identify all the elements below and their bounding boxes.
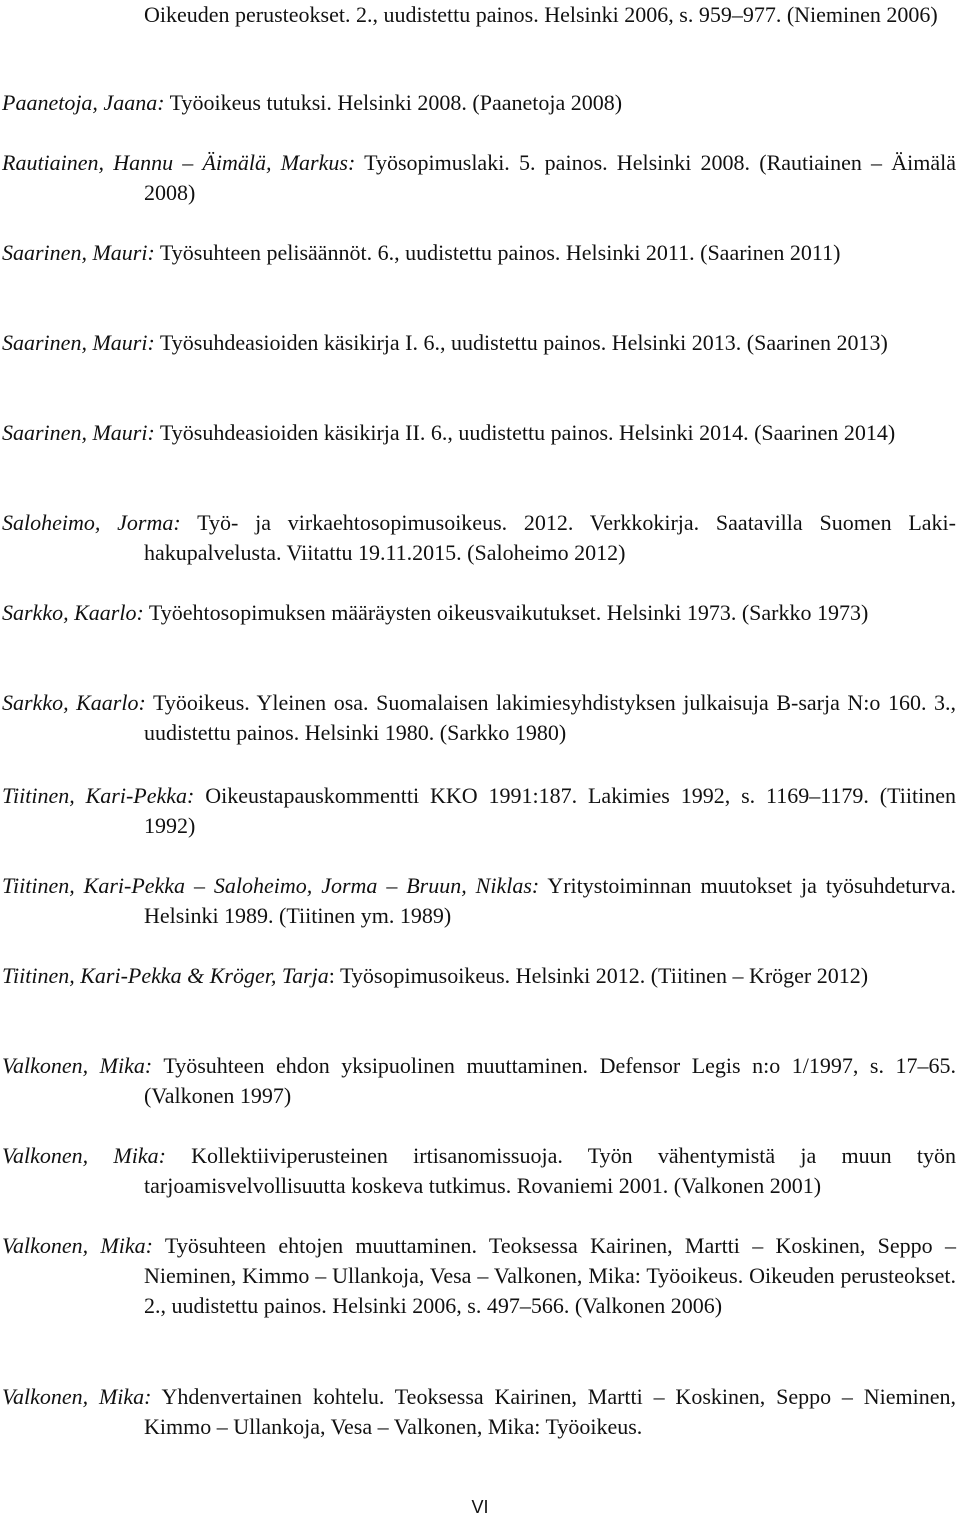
reference-entry [2, 148, 956, 208]
page-number: VI [471, 1497, 489, 1517]
reference-entry [2, 418, 956, 448]
reference-entry [2, 238, 956, 268]
reference-entry [2, 1141, 956, 1201]
reference-text: Kollektiiviperusteinen irtisanomissuoja. Työn vähentymistä ja muun työn tarjoamisvelvollisuutta koskeva tutkimus. Rovaniemi 2001. (Valkonen 2001) [144, 1143, 957, 1198]
reference-text: Yritystoiminnan muutokset ja työsuhdeturva. Helsinki 1989. (Tiitinen ym. 1989) [144, 873, 956, 928]
reference-author: Saarinen, Mauri: [2, 330, 155, 355]
reference-text: Työsuhteen ehtojen muuttaminen. Teoksessa Kairinen, Martti – Koskinen, Seppo – Nieminen, Kimmo – Ullankoja, Vesa – Valkonen, Mika: Työoikeus. Oikeuden perusteokset. 2., uudistettu painos. Helsinki 2006, s. 497–566. (Valkonen 2006) [144, 1233, 957, 1318]
reference-entry [2, 1382, 956, 1442]
reference-entry [2, 0, 956, 30]
reference-author: Valkonen, Mika: [2, 1053, 153, 1078]
reference-text: Työoikeus tutuksi. Helsinki 2008. (Paanetoja 2008) [164, 90, 623, 115]
reference-text: Työ- ja virkaehtosopimusoikeus. 2012. Verkkokirja. Saatavilla Suomen Laki-hakupalvelusta. Viitattu 19.11.2015. (Saloheimo 2012) [144, 510, 956, 565]
reference-author: Valkonen, Mika: [2, 1233, 153, 1258]
reference-author: Tiitinen, Kari-Pekka & Kröger, Tarja [2, 963, 329, 988]
reference-author: Valkonen, Mika: [2, 1143, 166, 1168]
reference-text: Työsuhteen pelisäännöt. 6., uudistettu painos. Helsinki 2011. (Saarinen 2011) [154, 240, 841, 265]
reference-author: Paanetoja, Jaana: [2, 90, 165, 115]
reference-text: Työehtosopimuksen määräysten oikeusvaikutukset. Helsinki 1973. (Sarkko 1973) [143, 600, 869, 625]
reference-author: Saarinen, Mauri: [2, 420, 155, 445]
reference-author: Sarkko, Kaarlo: [2, 690, 146, 715]
reference-entry [2, 781, 956, 841]
reference-text: Työsopimuslaki. 5. painos. Helsinki 2008. (Rautiainen – Äimälä 2008) [144, 150, 956, 205]
reference-entry [2, 598, 956, 628]
reference-text: Yhdenvertainen kohtelu. Teoksessa Kairinen, Martti – Koskinen, Seppo – Nieminen, Kimmo – Ullankoja, Vesa – Valkonen, Mika: Työoikeus. [144, 1384, 957, 1439]
reference-author: Valkonen, Mika: [2, 1384, 152, 1409]
reference-text: Työsuhdeasioiden käsikirja I. 6., uudistettu painos. Helsinki 2013. (Saarinen 2013) [154, 330, 888, 355]
reference-entry [2, 1051, 956, 1111]
reference-author: Tiitinen, Kari-Pekka – Saloheimo, Jorma – Bruun, Niklas: [2, 873, 540, 898]
reference-text: : Työsopimusoikeus. Helsinki 2012. (Tiitinen – Kröger 2012) [328, 963, 869, 988]
reference-entry [2, 961, 956, 991]
reference-entry [2, 328, 956, 358]
reference-entry [2, 88, 956, 118]
reference-entry [2, 688, 956, 748]
reference-author: Saarinen, Mauri: [2, 240, 155, 265]
reference-entry [2, 1231, 956, 1321]
reference-text: Työsuhteen ehdon yksipuolinen muuttaminen. Defensor Legis n:o 1/1997, s. 17–65. (Valkonen 1997) [144, 1053, 956, 1108]
reference-entry [2, 508, 956, 568]
reference-author: Saloheimo, Jorma: [2, 510, 181, 535]
reference-author: Rautiainen, Hannu – Äimälä, Markus: [2, 150, 356, 175]
reference-text: Oikeustapauskommentti KKO 1991:187. Lakimies 1992, s. 1169–1179. (Tiitinen 1992) [144, 783, 957, 838]
reference-entry [2, 871, 956, 931]
reference-author: Tiitinen, Kari-Pekka: [2, 783, 195, 808]
reference-author: Sarkko, Kaarlo: [2, 600, 144, 625]
reference-text: Oikeuden perusteokset. 2., uudistettu painos. Helsinki 2006, s. 959–977. (Nieminen 2006) [144, 2, 938, 27]
reference-text: Työsuhdeasioiden käsikirja II. 6., uudistettu painos. Helsinki 2014. (Saarinen 2014) [154, 420, 896, 445]
reference-text: Työoikeus. Yleinen osa. Suomalaisen lakimiesyhdistyksen julkaisuja B-sarja N:o 160. 3., uudistettu painos. Helsinki 1980. (Sarkko 1980) [144, 690, 956, 745]
